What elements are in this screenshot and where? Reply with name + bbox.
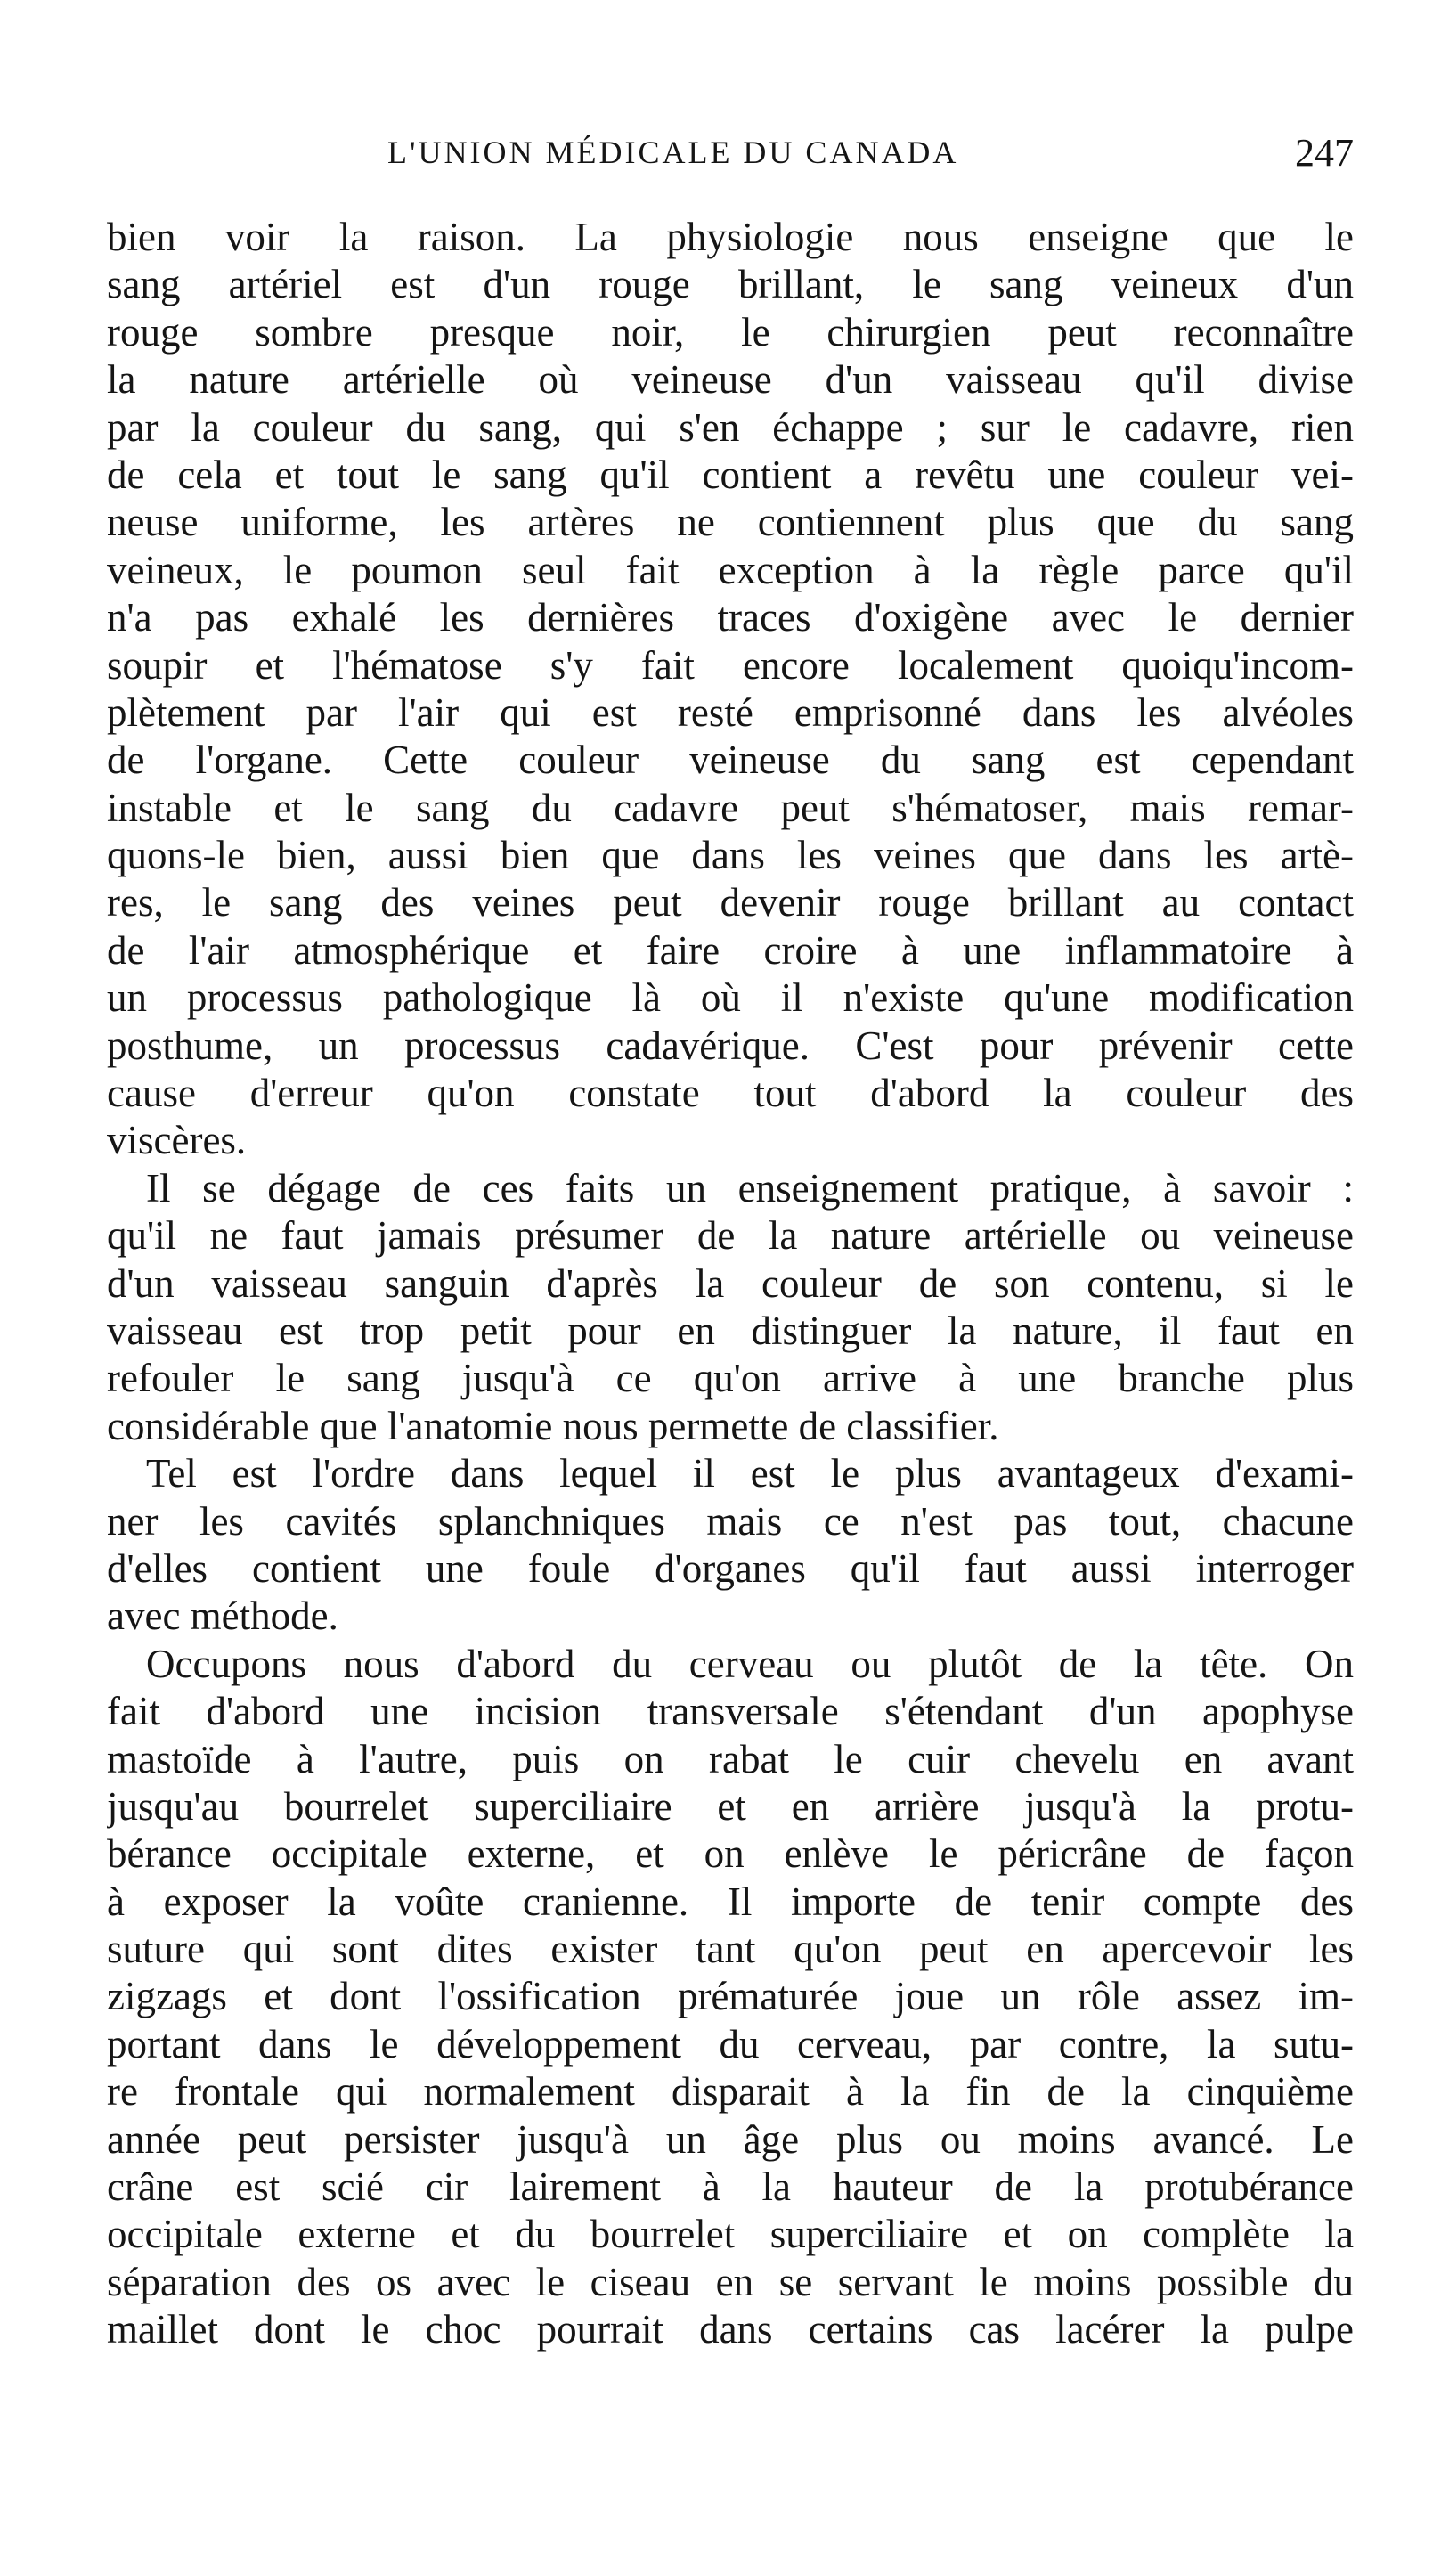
- text-line: ner les cavités splanchniques mais ce n'est pas tout, chacune: [107, 1498, 1354, 1544]
- text-line: bérance occipitale externe, et on enlève le péricrâne de façon: [107, 1831, 1354, 1877]
- text-line: sang artériel est d'un rouge brillant, le sang veineux d'un: [107, 262, 1354, 307]
- text-line: qu'il ne faut jamais présumer de la nature artérielle ou veineuse: [107, 1213, 1354, 1259]
- text-line: maillet dont le choc pourrait dans certains cas lacérer la pulpe: [107, 2307, 1354, 2352]
- text-line: à exposer la voûte cranienne. Il importe de tenir compte des: [107, 1879, 1354, 1924]
- text-line: un processus pathologique là où il n'existe qu'une modification: [107, 975, 1354, 1021]
- text-line: Il se dégage de ces faits un enseignement pratique, à savoir :: [146, 1165, 1354, 1211]
- paragraph-3: [107, 1450, 1354, 1641]
- text-line: d'elles contient une foule d'organes qu'il faut aussi interroger: [107, 1545, 1354, 1591]
- text-line: d'un vaisseau sanguin d'après la couleur de son contenu, si le: [107, 1260, 1354, 1306]
- text-line: n'a pas exhalé les dernières traces d'oxigène avec le dernier: [107, 595, 1354, 640]
- paragraph-2: [107, 1165, 1354, 1450]
- text-line: de l'organe. Cette couleur veineuse du sang est cependant: [107, 738, 1354, 783]
- text-line: Occupons nous d'abord du cerveau ou plutôt de la tête. On: [146, 1641, 1354, 1686]
- text-line: année peut persister jusqu'à un âge plus ou moins avancé. Le: [107, 2116, 1354, 2162]
- text-line: refouler le sang jusqu'à ce qu'on arrive à une branche plus: [107, 1356, 1354, 1401]
- text-line: soupir et l'hématose s'y fait encore localement quoiqu'incom-: [107, 642, 1354, 688]
- text-line: portant dans le développement du cerveau, par contre, la sutu-: [107, 2021, 1354, 2067]
- text-line: fait d'abord une incision transversale s'étendant d'un apophyse: [107, 1689, 1354, 1734]
- text-line: vaisseau est trop petit pour en distinguer la nature, il faut en: [107, 1308, 1354, 1353]
- text-line: viscères.: [107, 1118, 247, 1163]
- text-line: neuse uniforme, les artères ne contiennent plus que du sang: [107, 500, 1354, 545]
- text-line: re frontale qui normalement disparait à la fin de la cinquième: [107, 2069, 1354, 2115]
- running-head: [107, 131, 1354, 187]
- text-line: par la couleur du sang, qui s'en échappe ; sur le cadavre, rien: [107, 404, 1354, 450]
- text-line: avec méthode.: [107, 1594, 338, 1639]
- paragraph-4: [107, 1641, 1354, 2354]
- text-line: occipitale externe et du bourrelet superciliaire et on complète la: [107, 2212, 1354, 2257]
- text-line: considérable que l'anatomie nous permette de classifier.: [107, 1403, 999, 1448]
- text-line: de cela et tout le sang qu'il contient a revêtu une couleur vei-: [107, 452, 1354, 497]
- text-line: la nature artérielle où veineuse d'un vaisseau qu'il divise: [107, 357, 1354, 403]
- text-line: mastoïde à l'autre, puis on rabat le cuir chevelu en avant: [107, 1736, 1354, 1781]
- body-text: [107, 214, 1354, 2354]
- text-line: bien voir la raison. La physiologie nous enseigne que le: [107, 215, 1354, 259]
- text-line: quons-le bien, aussi bien que dans les veines que dans les artè-: [107, 833, 1354, 878]
- text-line: de l'air atmosphérique et faire croire à une inflammatoire à: [107, 927, 1354, 973]
- text-line: plètement par l'air qui est resté emprisonné dans les alvéoles: [107, 689, 1354, 735]
- text-line: posthume, un processus cadavérique. C'est pour prévenir cette: [107, 1023, 1354, 1068]
- text-line: veineux, le poumon seul fait exception à la règle parce qu'il: [107, 547, 1354, 592]
- text-line: suture qui sont dites exister tant qu'on peut en apercevoir les: [107, 1927, 1354, 1972]
- text-line: crâne est scié cir lairement à la hauteur de la protubérance: [107, 2164, 1354, 2210]
- text-line: zigzags et dont l'ossification prématurée joue un rôle assez im-: [107, 1974, 1354, 2019]
- text-line: séparation des os avec le ciseau en se servant le moins possible du: [107, 2259, 1354, 2304]
- paragraph-1: [107, 214, 1354, 1165]
- text-line: instable et le sang du cadavre peut s'hématoser, mais remar-: [107, 785, 1354, 830]
- text-line: rouge sombre presque noir, le chirurgien peut reconnaître: [107, 309, 1354, 355]
- text-line: cause d'erreur qu'on constate tout d'abord la couleur des: [107, 1071, 1354, 1116]
- page-number: 247: [1295, 131, 1354, 175]
- journal-title: L'UNION MÉDICALE DU CANADA: [387, 135, 959, 170]
- text-line: jusqu'au bourrelet superciliaire et en arrière jusqu'à la protu-: [107, 1783, 1354, 1829]
- text-line: Tel est l'ordre dans lequel il est le plus avantageux d'exami-: [146, 1451, 1354, 1496]
- text-line: res, le sang des veines peut devenir rouge brillant au contact: [107, 880, 1354, 925]
